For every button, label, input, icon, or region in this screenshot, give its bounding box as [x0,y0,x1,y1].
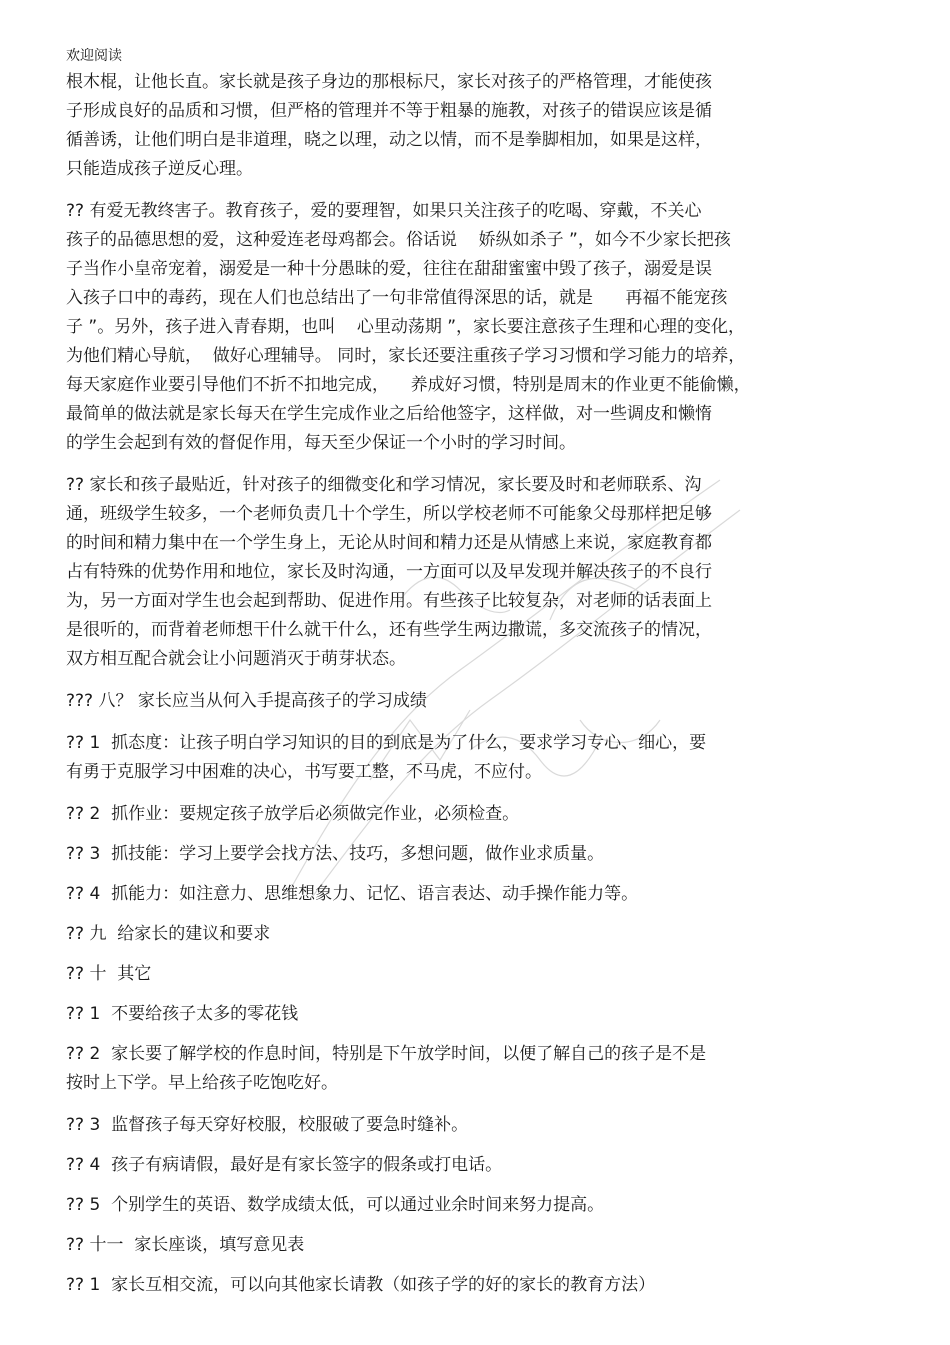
section-heading: ?? 十 其它 [66,964,152,984]
section-heading: ?? 十一 家长座谈，填写意见表 [66,1235,305,1255]
page-header: 欢迎阅读 [66,48,122,64]
text-line: 根木棍，让他长直。家长就是孩子身边的那根标尺，家长对孩子的严格管理，才能使孩 [66,72,712,92]
text-line: 通，班级学生较多，一个老师负责几十个学生，所以学校老师不可能象父母那样把足够 [66,504,712,524]
text-line: 只能造成孩子逆反心理。 [66,159,253,179]
text-line: 的学生会起到有效的督促作用，每天至少保证一个小时的学习时间。 [66,433,576,453]
text-line: 是很听的，而背着老师想干什么就干什么，还有些学生两边撒谎，多交流孩子的情况， [66,620,712,640]
text-line: 按时上下学。早上给孩子吃饱吃好。 [66,1073,338,1093]
text-line: 占有特殊的优势作用和地位，家长及时沟通，一方面可以及早发现并解决孩子的不良行 [66,562,712,582]
list-item: ?? 5 个别学生的英语、数学成绩太低，可以通过业余时间来努力提高。 [66,1195,605,1215]
list-item: ?? 3 监督孩子每天穿好校服，校服破了要急时缝补。 [66,1115,469,1135]
text-line: 最简单的做法就是家长每天在学生完成作业之后给他签字，这样做，对一些调皮和懒惰 [66,404,712,424]
text-line: 循善诱，让他们明白是非道理，晓之以理，动之以情，而不是拳脚相加，如果是这样， [66,130,712,150]
text-line: 孩子的品德思想的爱，这种爱连老母鸡都会。俗话说 娇纵如杀子 ”，如今不少家长把孩 [66,230,731,250]
section-heading: ??? 八？ 家长应当从何入手提高孩子的学习成绩 [66,691,427,711]
text-line: 为他们精心导航， 做好心理辅导。 同时，家长还要注重孩子学习习惯和学习能力的培养， [66,346,746,366]
text-line: 每天家庭作业要引导他们不折不扣地完成， 养成好习惯，特别是周末的作业更不能偷懒， [66,375,751,395]
text-line: 子形成良好的品质和习惯，但严格的管理并不等于粗暴的施教，对孩子的错误应该是循 [66,101,712,121]
text-line: 有勇于克服学习中困难的决心，书写要工整，不马虎，不应付。 [66,762,542,782]
text-line: 为，另一方面对学生也会起到帮助、促进作用。有些孩子比较复杂，对老师的话表面上 [66,591,712,611]
list-item: ?? 2 家长要了解学校的作息时间，特别是下午放学时间，以便了解自己的孩子是不是 [66,1044,707,1064]
text-line: 子当作小皇帝宠着，溺爱是一种十分愚昧的爱，往往在甜甜蜜蜜中毁了孩子，溺爱是误 [66,259,712,279]
text-line: 双方相互配合就会让小问题消灭于萌芽状态。 [66,649,406,669]
list-item: ?? 4 孩子有病请假，最好是有家长签字的假条或打电话。 [66,1155,503,1175]
text-line: 子 ”。另外，孩子进入青春期，也叫 心里动荡期 ”，家长要注意孩子生理和心理的变化， [66,317,746,337]
list-item: ?? 3 抓技能：学习上要学会找方法、技巧，多想问题，做作业求质量。 [66,844,605,864]
text-line: ?? 有爱无教终害子。教育孩子，爱的要理智，如果只关注孩子的吃喝、穿戴，不关心 [66,201,702,221]
list-item: ?? 1 不要给孩子太多的零花钱 [66,1004,299,1024]
list-item: ?? 2 抓作业：要规定孩子放学后必须做完作业，必须检查。 [66,804,520,824]
text-line: ?? 家长和孩子最贴近，针对孩子的细微变化和学习情况，家长要及时和老师联系、沟 [66,475,702,495]
section-heading: ?? 九 给家长的建议和要求 [66,924,271,944]
text-line: 的时间和精力集中在一个学生身上，无论从时间和精力还是从情感上来说，家庭教育都 [66,533,712,553]
list-item: ?? 1 抓态度：让孩子明白学习知识的目的到底是为了什么，要求学习专心、细心，要 [66,733,707,753]
list-item: ?? 4 抓能力：如注意力、思维想象力、记忆、语言表达、动手操作能力等。 [66,884,639,904]
text-line: 入孩子口中的毒药，现在人们也总结出了一句非常值得深思的话，就是 再福不能宠孩 [66,288,728,308]
list-item: ?? 1 家长互相交流，可以向其他家长请教（如孩子学的好的家长的教育方法） [66,1275,656,1295]
